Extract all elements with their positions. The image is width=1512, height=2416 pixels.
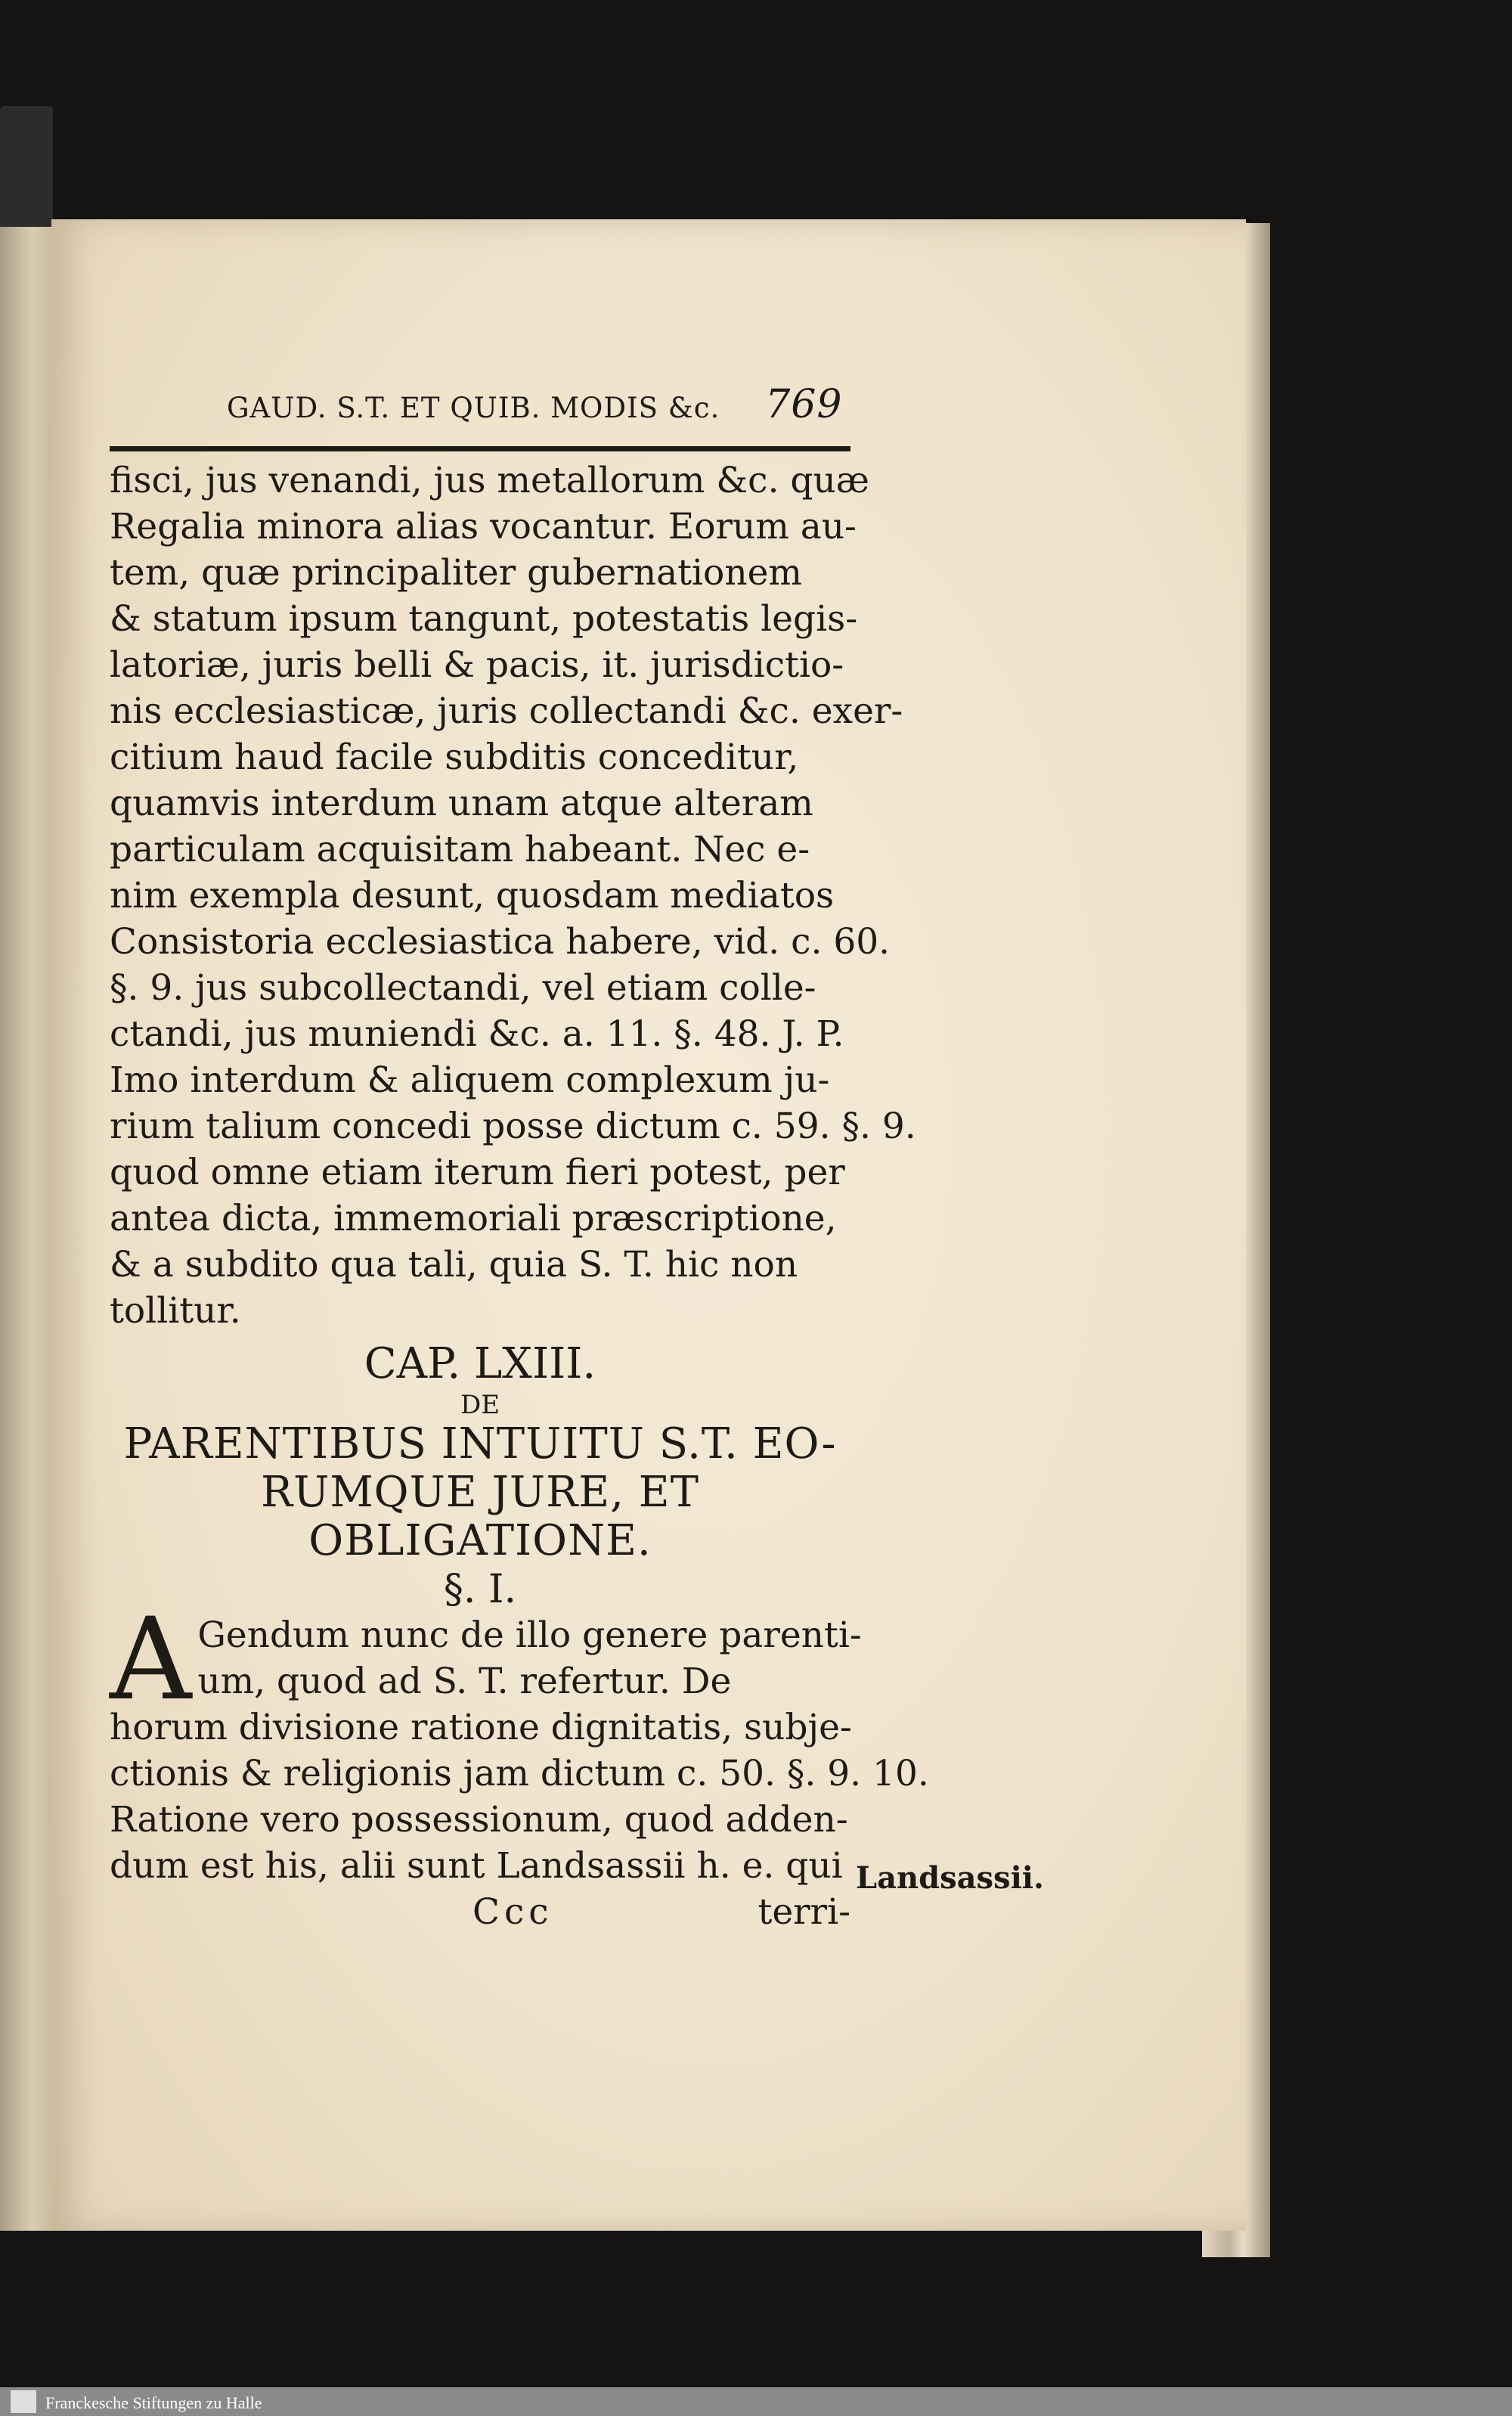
chapter-de: DE <box>460 1390 500 1420</box>
previous-page-edge <box>0 227 53 2231</box>
text-line: horum divisione ratione dignitatis, subje- <box>110 1707 852 1748</box>
catchword-line <box>110 1889 850 1935</box>
text-line: latoriæ, juris belli & pacis, it. jurisdictio- <box>110 644 844 686</box>
catchword: terri- <box>758 1891 850 1933</box>
text-line: rium talium concedi posse dictum c. 59. §. 9. <box>110 1106 916 1147</box>
text-line: antea dicta, immemoriali præscriptione, <box>110 1198 837 1239</box>
book-spine <box>0 106 53 242</box>
text-line: §. 9. jus subcollectandi, vel etiam colle- <box>110 967 816 1009</box>
drop-cap: A <box>110 1594 192 1726</box>
text-line: quod omne etiam iterum fieri potest, per <box>110 1152 845 1193</box>
text-line: Ratione vero possessionum, quod adden- <box>110 1799 848 1841</box>
text-line: Regalia minora alias vocantur. Eorum au- <box>110 506 857 547</box>
text-line: Consistoria ecclesiastica habere, vid. c. 60. <box>110 921 891 963</box>
text-line: PARENTIBUS INTUITU S.T. EO- <box>123 1419 837 1469</box>
text-line: quamvis interdum unam atque alteram <box>110 783 813 824</box>
text-line: nis ecclesiasticæ, juris collectandi &c. exer- <box>110 690 903 732</box>
chapter-title <box>110 1420 850 1565</box>
page-body <box>110 457 929 1935</box>
signature-mark: Ccc <box>472 1891 553 1933</box>
library-credit: Franckesche Stiftungen zu Halle <box>45 2393 262 2412</box>
footer-bar <box>0 2387 1512 2416</box>
text-line: Imo interdum & aliquem complexum ju- <box>110 1059 830 1101</box>
text-line: ctionis & religionis jam dictum c. 50. §. 9. 10. <box>110 1753 929 1794</box>
header-rule <box>110 446 850 451</box>
text-line: & a subdito qua tali, quia S. T. hic non <box>110 1244 798 1286</box>
margin-note: Landsassii. <box>856 1860 1044 1896</box>
section-heading: §. I. <box>443 1567 517 1612</box>
text-line: nim exempla desunt, quosdam mediatos <box>110 875 835 916</box>
text-line: um, quod ad S. T. refertur. De <box>197 1661 732 1702</box>
text-line: citium haud facile subditis conceditur, <box>110 737 799 778</box>
text-line: tollitur. <box>110 1290 241 1332</box>
library-logo-icon <box>11 2390 36 2413</box>
text-line: ctandi, jus muniendi &c. a. 11. §. 48. J. P. <box>110 1013 844 1055</box>
running-head: GAUD. S.T. ET QUIB. MODIS &c. <box>227 392 720 424</box>
text-line: & statum ipsum tangunt, potestatis legis- <box>110 598 858 640</box>
text-line: particulam acquisitam habeant. Nec e- <box>110 829 810 870</box>
section-paragraph <box>110 1594 929 1889</box>
text-line: fisci, jus venandi, jus metallorum &c. quæ <box>110 460 869 501</box>
body-paragraph <box>110 457 916 1334</box>
text-line: RUMQUE JURE, ET <box>260 1468 699 1517</box>
chapter-number: CAP. LXIII. <box>364 1339 596 1388</box>
text-line: dum est his, alii sunt Landsassii h. e. qui <box>110 1845 843 1887</box>
page-number: 769 <box>765 382 843 427</box>
text-line: tem, quæ principaliter gubernationem <box>110 552 802 594</box>
text-line: Gendum nunc de illo genere parenti- <box>197 1614 862 1656</box>
text-line: OBLIGATIONE. <box>308 1516 652 1565</box>
running-header <box>110 382 850 427</box>
